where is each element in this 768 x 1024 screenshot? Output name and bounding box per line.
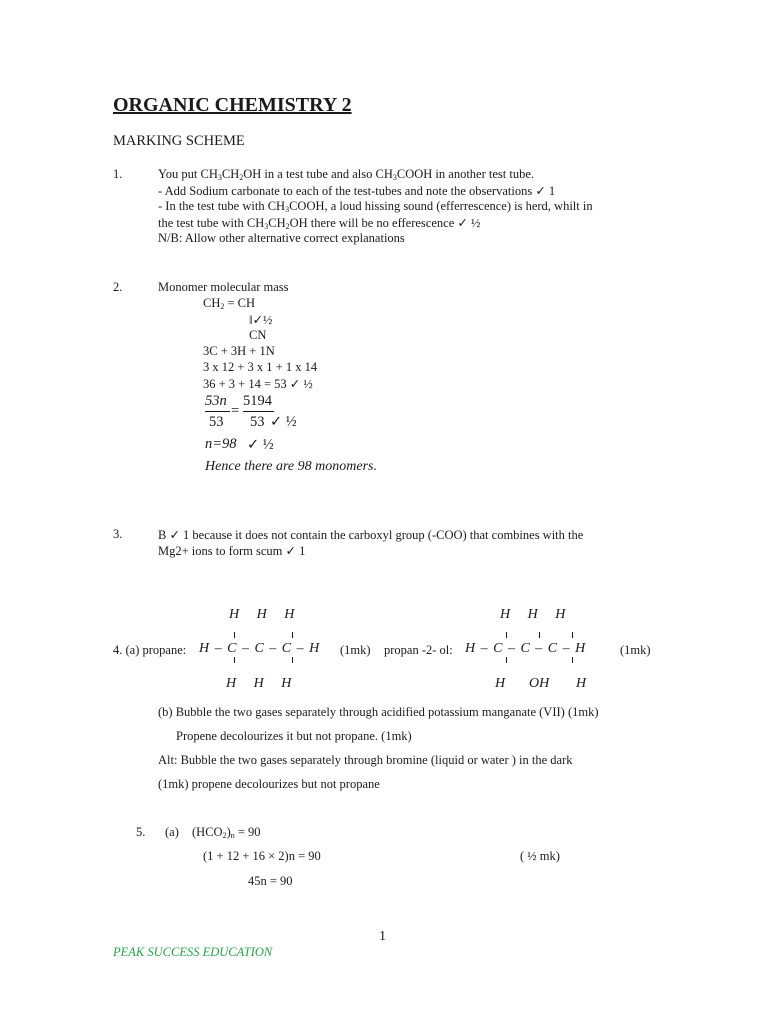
q4b-line-2: Propene decolourizes it but not propane. (1mk) xyxy=(176,729,412,743)
marking-scheme-heading: MARKING SCHEME xyxy=(113,133,245,149)
q1-line-1: You put $CH_3CH_2OH$ in a test tube and also $CH_3COOH$ in another test tube. xyxy=(158,167,535,182)
q2-number: 2. xyxy=(113,280,123,294)
n-equals: n=98 xyxy=(205,436,237,452)
propanol-label: propan -2- ol: xyxy=(384,643,453,657)
page-number: 1 xyxy=(379,929,386,944)
q1-number: 1. xyxy=(113,167,123,181)
propane-bond-top-3 xyxy=(292,632,293,638)
q2-calc-1: 3 x 12 + 3 x 1 + 1 x 14 xyxy=(203,360,318,374)
q1-line-3: - In the test tube with $CH_3COOH$, a loud hissing sound (efferrescence) is herd, whilt in xyxy=(158,199,593,214)
propane-bond-bot-1 xyxy=(234,657,235,663)
frac-den-right: 53 xyxy=(250,414,265,430)
q5-mark: ( ½ mk) xyxy=(520,849,560,863)
q5-part-a: (a) xyxy=(165,825,179,839)
q2-atoms: 3C + 3H + 1N xyxy=(203,344,275,358)
q2-calc-2: 36 + 3 + 14 = 53 ✓ ½ xyxy=(203,377,313,391)
q5-number: 5. xyxy=(136,825,146,839)
propane-top-h: H H H xyxy=(229,607,295,622)
q1-line-2: - Add Sodium carbonate to each of the test-tubes and note the observations ✓ 1 xyxy=(158,184,556,198)
footer-brand: PEAK SUCCESS EDUCATION xyxy=(113,945,273,959)
frac-mark: ✓ ½ xyxy=(270,414,297,430)
q4b-line-3: Alt: Bubble the two gases separately through bromine (liquid or water ) in the dark xyxy=(158,753,573,767)
propane-bottom-h: H H H xyxy=(226,676,292,691)
propanol-bond-top-2 xyxy=(539,632,540,638)
q4b-line-1: (b) Bubble the two gases separately through acidified potassium manganate (VII) (1mk) xyxy=(158,705,599,719)
propanol-bottom-h-right: H xyxy=(576,676,587,691)
frac-bar-right xyxy=(243,411,274,412)
propanol-mark: (1mk) xyxy=(620,643,651,657)
q2-monomer-formula: $CH_2$ = CH xyxy=(203,296,256,311)
frac-equals: = xyxy=(231,403,240,419)
page-title: ORGANIC CHEMISTRY 2 xyxy=(113,94,352,116)
hence-statement: Hence there are 98 monomers. xyxy=(205,459,377,474)
propane-mark: (1mk) xyxy=(340,643,371,657)
propanol-bond-top-1 xyxy=(506,632,507,638)
q5-line-2: (1 + 12 + 16 × 2)n = 90 xyxy=(203,849,321,863)
q5-line-3: 45n = 90 xyxy=(248,874,293,888)
propanol-bottom-oh: OH xyxy=(529,676,550,691)
propanol-top-h: H H H xyxy=(500,607,566,622)
propanol-bond-bot-3 xyxy=(572,657,573,663)
propanol-bottom-h-left: H xyxy=(495,676,506,691)
q2-cn-group: CN xyxy=(249,328,267,342)
q1-line-4: the test tube with $CH_3CH_2OH$ there will be no efferescence ✓ ½ xyxy=(158,216,481,231)
propanol-bond-bot-1 xyxy=(506,657,507,663)
q3-line-1: B ✓ 1 because it does not contain the carboxyl group (-COO) that combines with the xyxy=(158,528,584,542)
propanol-chain: H – C – C – C – H xyxy=(465,641,586,656)
q3-line-2: Mg2+ ions to form scum ✓ 1 xyxy=(158,544,306,558)
propane-chain: H – C – C – C – H xyxy=(199,641,320,656)
q5-line-1: $(HCO_2)_n = 90$ xyxy=(192,825,261,840)
q2-line-1: Monomer molecular mass xyxy=(158,280,289,294)
frac-num-right: 5194 xyxy=(243,393,272,409)
q3-number: 3. xyxy=(113,527,123,541)
n-mark: ✓ ½ xyxy=(247,437,274,453)
q1-line-5: N/B: Allow other alternative correct explanations xyxy=(158,231,405,245)
q4b-line-4: (1mk) propene decolourizes but not propane xyxy=(158,777,380,791)
frac-bar-left xyxy=(205,411,230,412)
propanol-bond-top-3 xyxy=(572,632,573,638)
propane-bond-top-1 xyxy=(234,632,235,638)
q2-double-bond-mark: ‖✓½ xyxy=(249,313,273,327)
propane-bond-bot-3 xyxy=(292,657,293,663)
frac-den-left: 53 xyxy=(209,414,224,430)
frac-num-left: 53n xyxy=(205,393,227,409)
q4a-label: 4. (a) propane: xyxy=(113,643,187,657)
